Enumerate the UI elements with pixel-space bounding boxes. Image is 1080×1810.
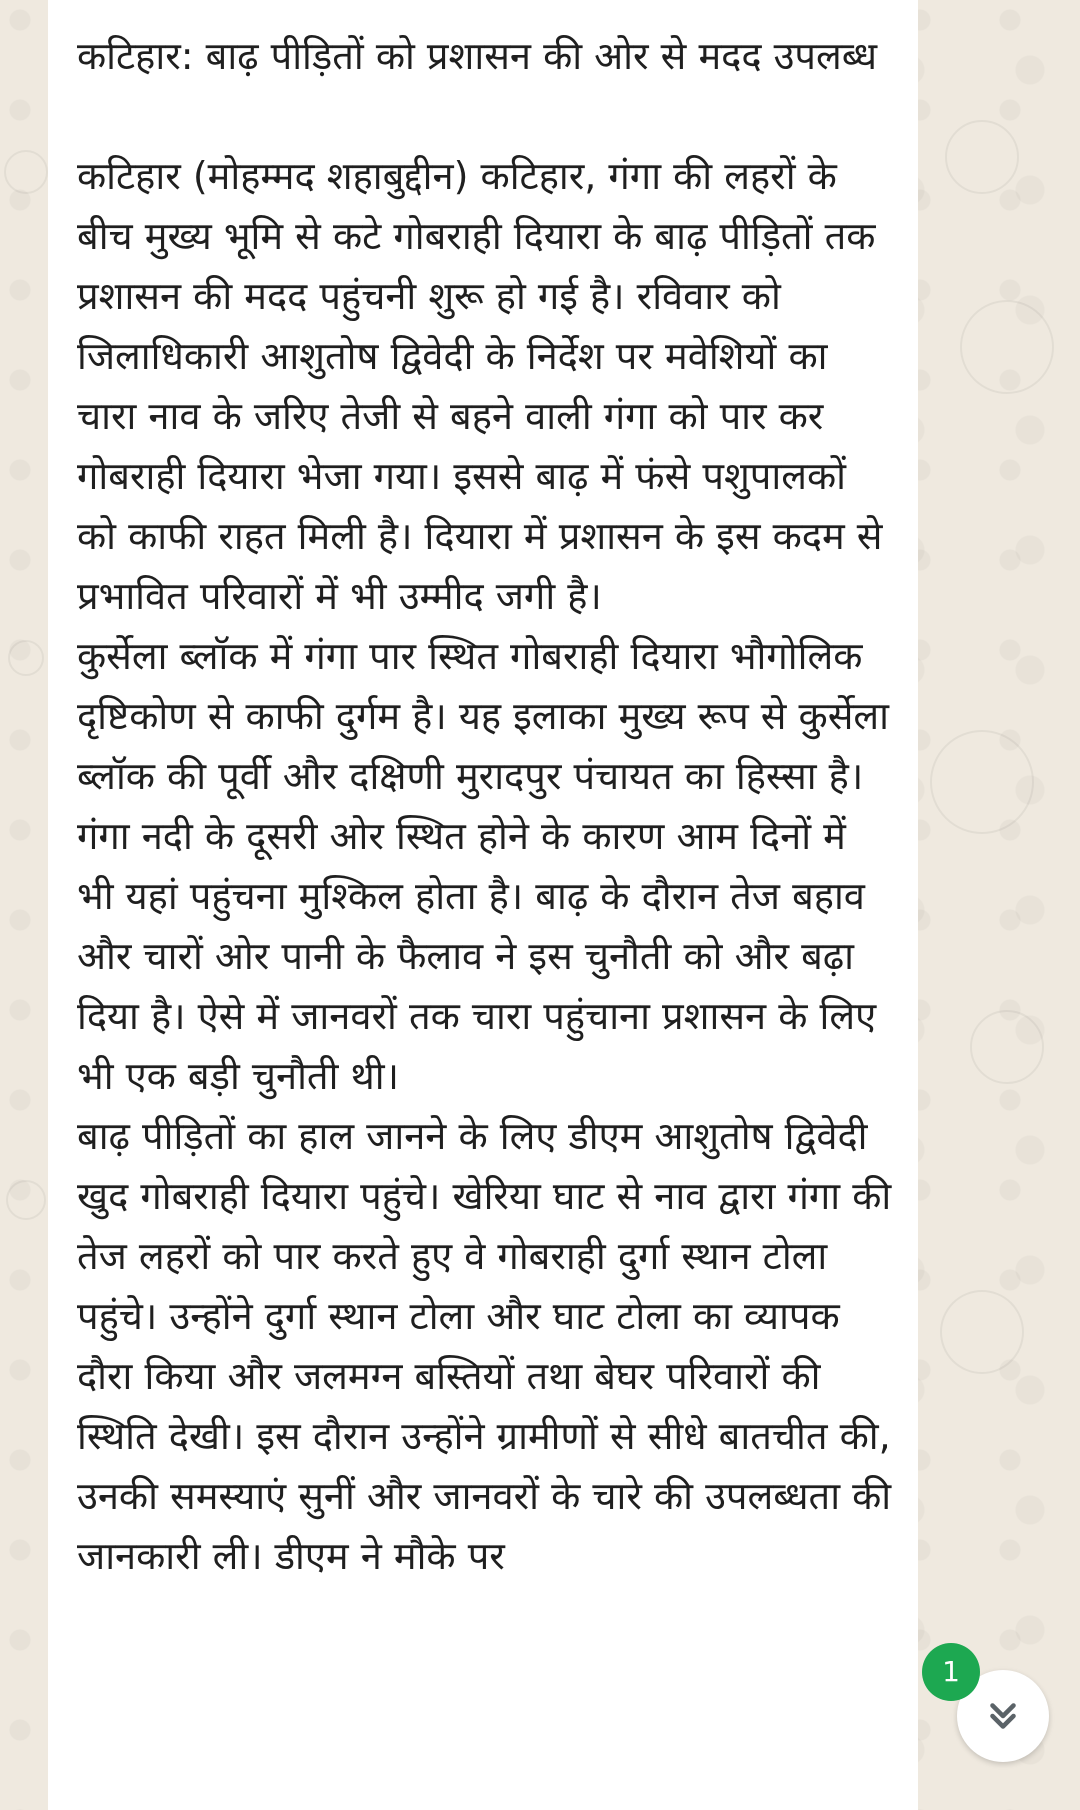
wallpaper-doodle	[970, 1010, 1044, 1084]
wallpaper-doodle	[940, 1290, 1024, 1374]
wallpaper-doodle	[945, 120, 1019, 194]
message-paragraph: कटिहार (मोहम्मद शहाबुद्दीन) कटिहार, गंगा की लहरों के बीच मुख्य भूमि से कटे गोबराही दियारा के बाढ़ पीड़ितों तक प्रशासन की मदद पहुंचनी शुरू हो गई है। रविवार को जिलाधिकारी आशुतोष द्विवेदी के निर्देश पर मवेशियों का चारा नाव के जरिए तेजी से बहने वाली गंगा को पार कर गोबराही दियारा भेजा गया। इससे बाढ़ में फंसे पशुपालकों को काफी राहत मिली है। दियारा में प्रशासन के इस कदम से प्रभावित परिवारों में भी उम्मीद जगी है।	[77, 154, 883, 618]
message-paragraph: कुर्सेला ब्लॉक में गंगा पार स्थित गोबराही दियारा भौगोलिक दृष्टिकोण से काफी दुर्गम है। यह इलाका मुख्य रूप से कुर्सेला ब्लॉक की पूर्वी और दक्षिणी मुरादपुर पंचायत का हिस्सा है। गंगा नदी के दूसरी ओर स्थित होने के कारण आम दिनों में भी यहां पहुंचना मुश्किल होता है। बाढ़ के दौरान तेज बहाव और चारों ओर पानी के फैलाव ने इस चुनौती को और बढ़ा दिया है। ऐसे में जानवरों तक चारा पहुंचाना प्रशासन के लिए भी एक बड़ी चुनौती थी।	[77, 634, 890, 1098]
wallpaper-doodle	[4, 150, 48, 194]
double-chevron-down-icon	[982, 1695, 1024, 1737]
message-paragraph: बाढ़ पीड़ितों का हाल जानने के लिए डीएम आशुतोष द्विवेदी खुद गोबराही दियारा पहुंचे। खेरिया घाट से नाव द्वारा गंगा की तेज लहरों को पार करते हुए वे गोबराही दुर्गा स्थान टोला पहुंचे। उन्होंने दुर्गा स्थान टोला और घाट टोला का व्यापक दौरा किया और जलमग्न बस्तियों तथा बेघर परिवारों की स्थिति देखी। इस दौरान उन्होंने ग्रामीणों से सीधे बातचीत की, उनकी समस्याएं सुनीं और जानवरों के चारे की उपलब्धता की जानकारी ली। डीएम ने मौके पर	[77, 1114, 892, 1578]
wallpaper-doodle	[930, 730, 1034, 834]
wallpaper-doodle	[960, 300, 1054, 394]
wallpaper-doodle	[6, 1180, 46, 1220]
message-title: कटिहार: बाढ़ पीड़ितों को प्रशासन की ओर से मदद उपलब्ध	[77, 34, 878, 78]
wallpaper-doodle	[8, 640, 44, 676]
message-spacer	[77, 86, 894, 146]
unread-count-badge[interactable]: 1	[922, 1643, 980, 1701]
message-bubble[interactable]	[48, 0, 918, 1810]
